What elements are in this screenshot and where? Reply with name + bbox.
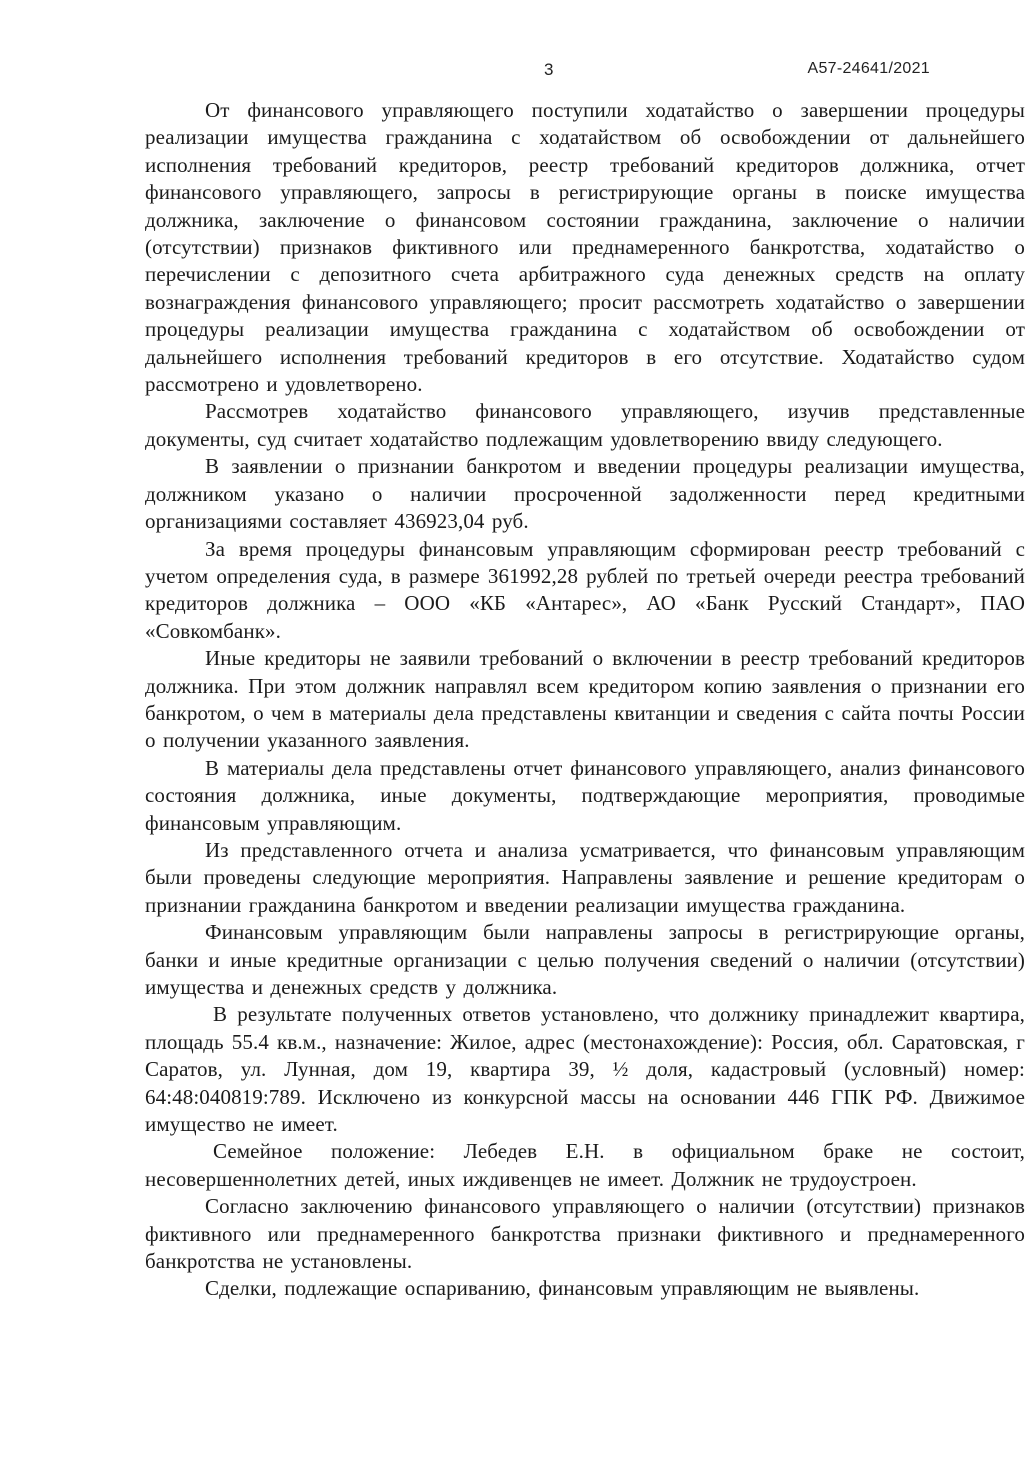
paragraph: Сделки, подлежащие оспариванию, финансовым управляющим не выявлены. xyxy=(205,1276,920,1301)
paragraph: В результате полученных ответов установлено, что должнику принадлежит квартира, площадь 55.4 кв.м., назначение: Жилое, адрес (местонахождение): Россия, обл. Саратовская, г Саратов, ул. Лунная, дом 19, квартира 39, ½ доля, кадастровый (условный) номер: 64:48:040819:789. Исключено из конкурсной массы на основании 446 ГПК РФ. Движимое имущество не имеет. xyxy=(145,1002,1025,1137)
paragraph: Рассмотрев ходатайство финансового управляющего, изучив представленные документы, суд считает ходатайство подлежащим удовлетворению ввиду следующего. xyxy=(145,399,1025,451)
page-number: 3 xyxy=(544,60,554,79)
paragraph: В заявлении о признании банкротом и введении процедуры реализации имущества, должником указано о наличии просроченной задолженности перед кредитными организациями составляет 436923,04 руб. xyxy=(145,454,1025,534)
paragraph: Иные кредиторы не заявили требований о включении в реестр требований кредиторов должника. При этом должник направлял всем кредитором копию заявления о признании его банкротом, о чем в материалы дела представлены квитанции и сведения с сайта почты России о получении указанного заявления. xyxy=(145,646,1025,753)
case-number: А57-24641/2021 xyxy=(807,60,930,77)
paragraph: Из представленного отчета и анализа усматривается, что финансовым управляющим были проведены следующие мероприятия. Направлены заявление и решение кредиторам о признании гражданина банкротом и введении реализации имущества гражданина. xyxy=(145,837,1025,917)
paragraph: За время процедуры финансовым управляющим сформирован реестр требований с учетом определения суда, в размере 361992,28 рублей по третьей очереди реестра требований кредиторов должника – ООО «КБ «Антарес», АО «Банк Русский Стандарт», ПАО «Совкомбанк». xyxy=(145,536,1025,643)
document-body xyxy=(145,97,1025,1303)
paragraph: Финансовым управляющим были направлены запросы в регистрирующие органы, банки и иные кредитные организации с целью получения сведений о наличии (отсутствии) имущества и денежных средств у должника. xyxy=(145,920,1025,999)
paragraph: Согласно заключению финансового управляющего о наличии (отсутствии) признаков фиктивного или преднамеренного банкротства признаки фиктивного и преднамеренного банкротства не установлены. xyxy=(145,1194,1025,1274)
paragraph: От финансового управляющего поступили ходатайство о завершении процедуры реализации имущества гражданина с ходатайством об освобождении от дальнейшего исполнения требований кредиторов, реестр требований кредиторов должника, отчет финансового управляющего, запросы в регистрирующие органы в поиске имущества должника, заключение о финансовом состоянии гражданина, заключение о наличии (отсутствии) признаков фиктивного или преднамеренного банкротства, ходатайство о перечислении с депозитного счета арбитражного суда денежных средств на оплату вознаграждения финансового управляющего; просит рассмотреть ходатайство о завершении процедуры реализации имущества гражданина с ходатайством об освобождении от дальнейшего исполнения требований кредиторов в его отсутствие. Ходатайство судом рассмотрено и удовлетворено. xyxy=(145,98,1025,397)
paragraph: В материалы дела представлены отчет финансового управляющего, анализ финансового состояния должника, иные документы, подтверждающие мероприятия, проводимые финансовым управляющим. xyxy=(145,755,1025,835)
paragraph: Семейное положение: Лебедев Е.Н. в официальном браке не состоит, несовершеннолетних детей, иных иждивенцев не имеет. Должник не трудоустроен. xyxy=(145,1139,1025,1191)
